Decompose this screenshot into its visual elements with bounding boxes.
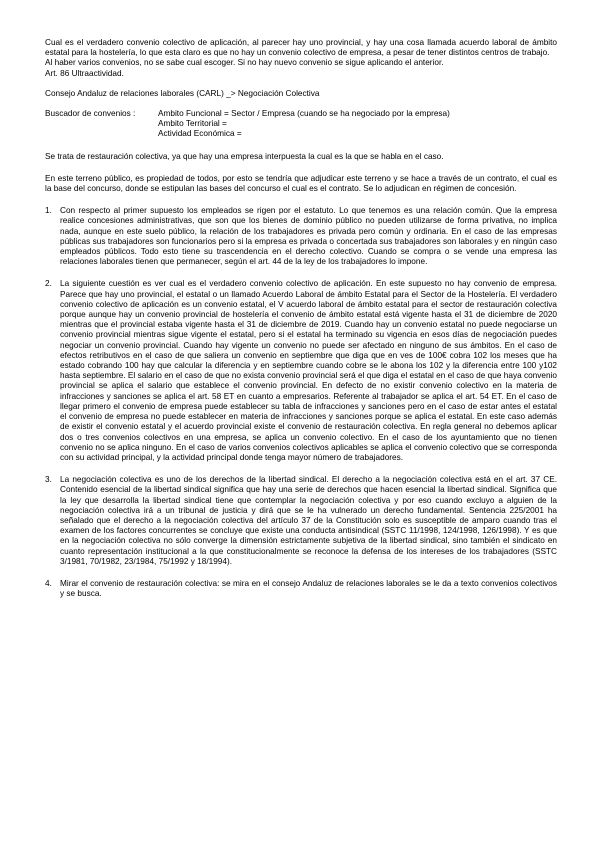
ambito-funcional: Ambito Funcional = Sector / Empresa (cuando se ha negociado por la empresa) <box>158 109 450 119</box>
list-item <box>45 579 557 599</box>
list-number: 4. <box>45 578 52 588</box>
list-text: Mirar el convenio de restauración colectiva: se mira en el consejo Andaluz de relaciones laborales se le da a texto convenios colectivos y se busca. <box>60 578 557 599</box>
actividad-economica: Actividad Económica = <box>158 129 242 139</box>
list-text: Con respecto al primer supuesto los empleados se rigen por el estatuto. Lo que tenemos es una relación común. Que la empresa realice concesiones administrativas, que son que los bienes de dominio público no pueden utilizarse de forma privativa, no implica nada, aunque en este suelo público, la relación de los trabajadores es privada pero común y ordinaria. En el caso de las empresas públicas sus trabajadores son funcionarios pero si la empresa es privada o concertada sus trabajadores son laborales y en ningún caso empleados públicos. Todo esto tiene su trascendencia en el derecho colectivo. Cuando se compra o se vende una empresa las relaciones laborales tienen que permanecer, según el art. 44 de la ley de los trabajadores lo impone. <box>60 206 557 267</box>
intro-line-1: Cual es el verdadero convenio colectivo de aplicación, al parecer hay uno provincial, y hay una cosa llamada acuerdo laboral de ámbito estatal para la hostelería, lo que esta claro es que no hay un convenio colectivo de empresa, a pesar de tener distintos centros de trabajo. <box>45 38 557 58</box>
document-page <box>45 38 557 599</box>
intro-line-2: Al haber varios convenios, no se sabe cual escoger. Si no hay nuevo convenio se sigue aplicando el anterior. <box>45 58 444 68</box>
list-number: 2. <box>45 279 52 289</box>
list-item <box>45 475 557 567</box>
list-item <box>45 279 557 463</box>
intro-line-3: Art. 86 Ultraactividad. <box>45 68 124 78</box>
list-text: La negociación colectiva es uno de los derechos de la libertad sindical. El derecho a la negociación colectiva está en el art. 37 CE. Contenido esencial de la libertad sindical significa que hay una serie de derechos que hacen esencial la libertad sindical. Significa que la ley que desarrolla la libertad sindical tiene que contemplar la negociación colectiva y por eso cuando excluyo a alguien de la negociación colectiva irá a un tribunal de justicia y dirá que se le ha vulnerado un derecho fundamental. Sentencia 225/2001 ha señalado que el derecho a la negociación colectiva del artículo 37 de la Constitución solo es susceptible de amparo cuando tras el examen de los factores concurrentes se concluye que existe una conducta antisindical (SSTC 11/1998, 124/1998, 126/1998). Y es que en la negociación colectiva no sólo converge la dimensión estrictamente subjetiva de la libertad sindical, sino también el sindicato en cuanto representación institucional a la que constitucionalmente se reconoce la defensa de los intereses de los trabajadores (SSTC 3/1981, 70/1982, 23/1984, 75/1992 y 18/1994). <box>60 475 557 566</box>
buscador-label: Buscador de convenios : <box>45 109 136 119</box>
carl-line: Consejo Andaluz de relaciones laborales (CARL) _> Negociación Colectiva <box>45 88 320 98</box>
paragraph-restauracion: Se trata de restauración colectiva, ya que hay una empresa interpuesta la cual es la que se habla en el caso. <box>45 151 444 161</box>
list-text: La siguiente cuestión es ver cual es el verdadero convenio colectivo de aplicación. En este supuesto no hay convenio de empresa. Parece que hay uno provincial, el estatal o un llamado Acuerdo Laboral de ámbito Estatal para el Sector de la Hostelería. El verdadero convenio colectivo de aplicación es un convenio estatal, el V acuerdo laboral de ámbito estatal para el sector de restauración colectiva porque aunque hay un convenio provincial de hostelería el convenio de ámbito estatal está vigente hasta el 31 de diciembre de 2020 mientras que el provincial estaba vigente hasta el 31 de diciembre de 2019. Cuando hay un convenio estatal no puede negociarse un convenio provincial mientras sigue vigente el estatal, pero si el estatal ha terminado su vigencia en esos días de negociación puedes negociar un convenio provincial. Cuando hay vigente un convenio no puede ser afectado en ninguno de sus ámbitos. En el caso de efectos retributivos en el caso de que saliera un convenio en septiembre que diga que en ves de 100€ cobra 102 los meses que ha estado cobrando 100 hay que calcular la diferencia y en septiembre cuando cobre se le abona los 102 y la diferencia entre 100 y102 hasta septiembre. El salario en el caso de que no exista convenio provincial será el que diga el estatal en el caso de que haya convenio provincial se aplica el salario que establece el convenio provincial. En defecto de no existir convenio colectivo en la materia de infracciones y sanciones se aplica el art. 58 ET en cuanto a empresarios. Referente al trabajador se aplica el art. 54 ET. En el caso de llegar primero el convenio de empresa puede establecer su tabla de infracciones y sanciones pero en el caso de estar antes el estatal el convenio de empresa no puede establecer en materia de infracciones y sanciones porque se aplica el estatal. En este caso además de existir el convenio estatal y el acuerdo provincial existe el convenio de restauración colectiva. En regla general no debemos aplicar dos o tres convenios colectivos en una empresa, se aplica un convenio colectivo. En el caso de los ayuntamiento que no tienen convenio no se aplica ninguno. En el caso de varios convenios colectivos aplicables se aplica el convenio colectivo que se corresponda con su actividad principal, y la actividad principal donde tenga mayor número de trabajadores. <box>60 279 557 462</box>
ambito-territorial: Ambito Territorial = <box>158 119 227 129</box>
list-number: 1. <box>45 206 52 216</box>
buscador-block <box>45 109 557 140</box>
list-number: 3. <box>45 475 52 485</box>
list-item <box>45 206 557 267</box>
paragraph-terreno: En este terreno público, es propiedad de todos, por esto se tendría que adjudicar este terreno y se hace a través de un contrato, el cual es la base del concurso, donde se estipulan las bases del concurso el cual es el contrato. Se lo adjudican en régimen de concesión. <box>45 173 557 194</box>
